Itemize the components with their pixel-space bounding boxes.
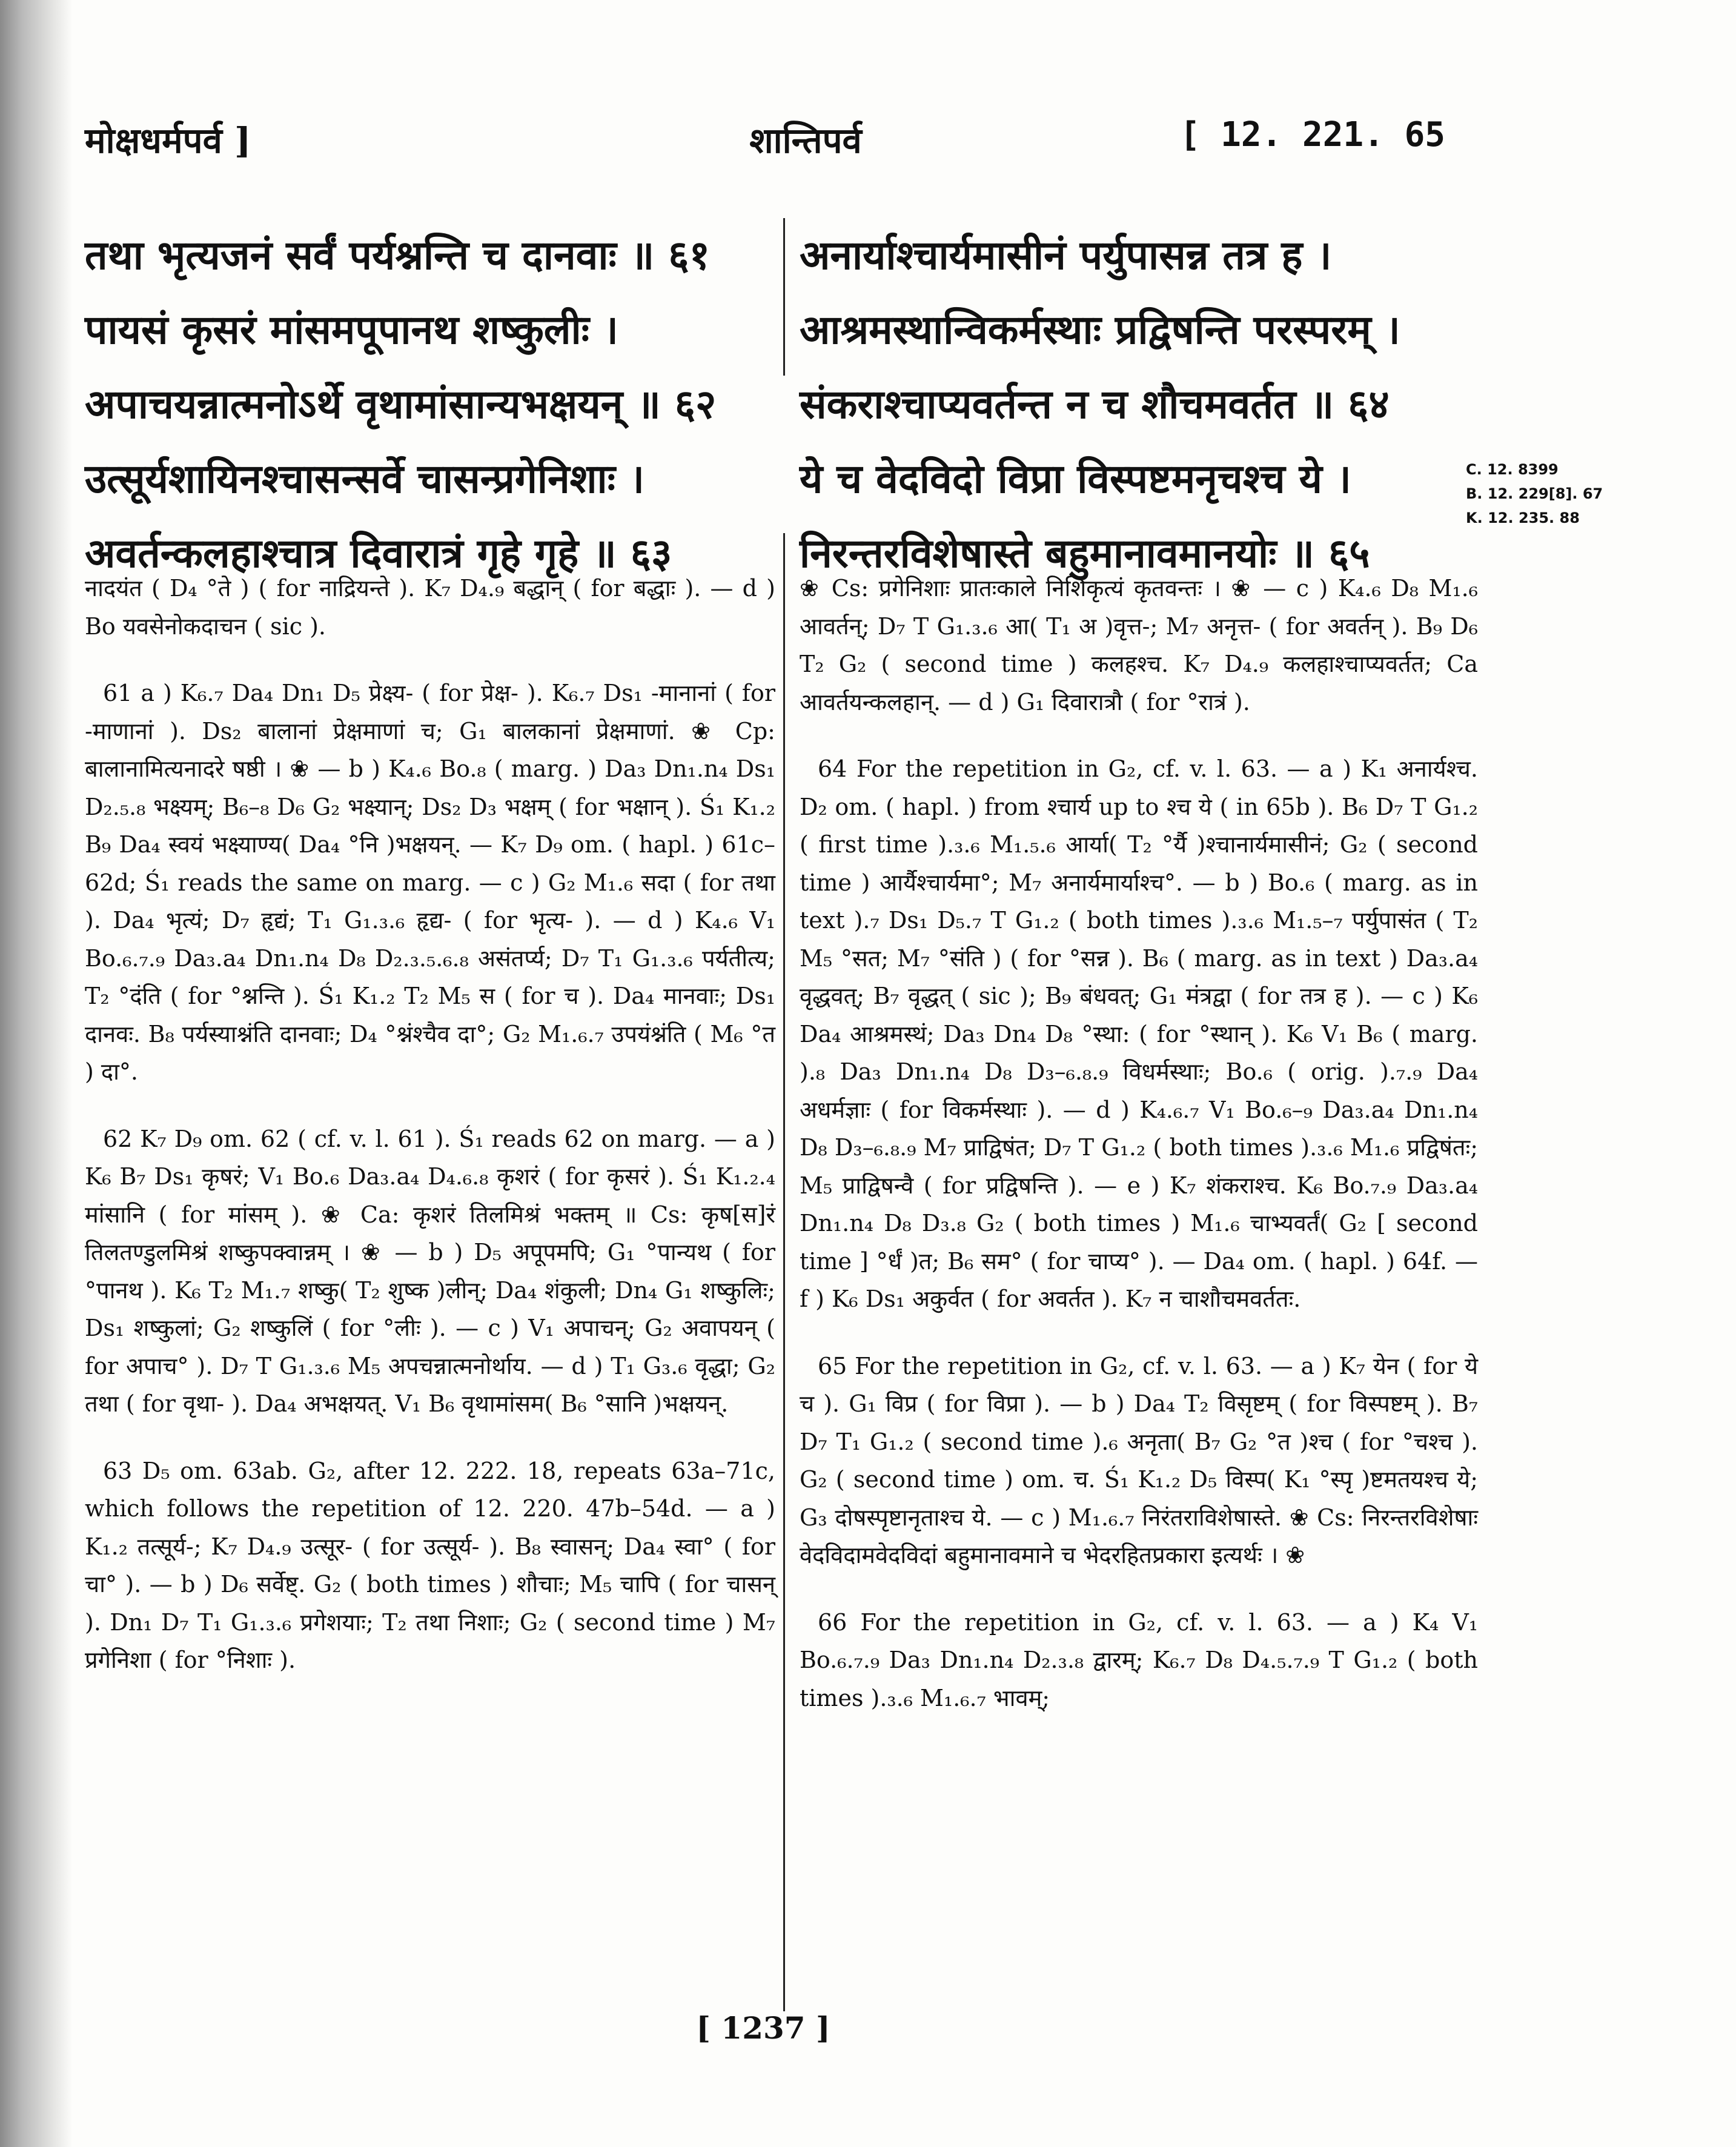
apparatus-paragraph: 63 D₅ om. 63ab. G₂, after 12. 222. 18, repeats 63a–71c, which follows the repetition of 12. 220. 47b–54d. — a ) K₁.₂ तत्सूर्य-; K₇ D₄.₉ उत्सूर- ( for उत्सूर्य- ). B₈ स्वासन्; Da₄ स्वा° ( for चा° ). — b ) D₆ सर्वेष्ट्. G₂ ( both times ) शौचाः; M₅ चापि ( for चासन् ). Dn₁ D₇ T₁ G₁.₃.₆ प्रगेशयाः; T₂ तथा निशाः; G₂ ( second time ) M₇ प्रगेनिशा ( for °निशाः ). bbox=[85, 1457, 775, 1673]
page-edge-shadow bbox=[0, 0, 73, 2147]
verse-line: अवर्तन्कलहाश्चात्र दिवारात्रं गृहे गृहे ॥ ६३ bbox=[85, 529, 672, 577]
concordance-references bbox=[1466, 457, 1603, 530]
verse-line: अपाचयन्नात्मनोऽर्थे वृथामांसान्यभक्षयन् ॥ ६२ bbox=[85, 380, 717, 428]
apparatus-paragraph: 61 a ) K₆.₇ Da₄ Dn₁ D₅ प्रेक्ष्य- ( for प्रेक्ष- ). K₆.₇ Ds₁ -मानानां ( for -माणानां ). Ds₂ बालानां प्रेक्षमाणां च; G₁ बालकानां प्रेक्षमाणां. ❀ Cp: बालानामित्यनादरे षष्ठी । ❀ — b ) K₄.₆ Bo.₈ ( marg. ) Da₃ Dn₁.n₄ Ds₁ D₂.₅.₈ भक्ष्यम्; B₆–₈ D₆ G₂ भक्ष्यान्; Ds₂ D₃ भक्षम् ( for भक्षान् ). Ś₁ K₁.₂ B₉ Da₄ स्वयं भक्ष्याण्य( Da₄ °नि )भक्षयन्. — K₇ D₉ om. ( hapl. ) 61c–62d; Ś₁ reads the same on marg. — c ) G₂ M₁.₆ सदा ( for तथा ). Da₄ भृत्यं; D₇ हृद्यं; T₁ G₁.₃.₆ हृद्य- ( for भृत्य- ). — d ) K₄.₆ V₁ Bo.₆.₇.₉ Da₃.a₄ Dn₁.n₄ D₈ D₂.₃.₅.₆.₈ असंतर्प्य; D₇ T₁ G₁.₃.₆ पर्यतीत्य; T₂ °दंति ( for °श्नन्ति ). Ś₁ K₁.₂ T₂ M₅ स ( for च ). Da₄ मानवाः; Ds₁ दानवः. B₈ पर्यस्याश्नंति दानवाः; D₄ °श्नंश्चैव दा°; G₂ M₁.₆.₇ उपयंश्नंति ( M₆ °त ) दा°. bbox=[85, 680, 775, 1085]
verse-line: संकराश्चाप्यवर्तन्त न च शौचमवर्तत ॥ ६४ bbox=[800, 380, 1390, 428]
header-book-title: शान्तिपर्व bbox=[749, 120, 862, 161]
critical-apparatus-right bbox=[800, 569, 1478, 1746]
critical-apparatus-left bbox=[85, 569, 775, 1708]
apparatus-paragraph: 66 For the repetition in G₂, cf. v. l. 63. — a ) K₄ V₁ Bo.₆.₇.₉ Da₃ Dn₁.n₄ D₂.₃.₈ द्वारम्; K₆.₇ D₈ D₄.₅.₇.₉ T G₁.₂ ( both times ).₃.₆ M₁.₆.₇ भावम्; bbox=[800, 1608, 1478, 1711]
header-section-title: मोक्षधर्मपर्व ] bbox=[85, 120, 251, 161]
page-number: [ 1237 ] bbox=[696, 2010, 830, 2046]
verse-line: तथा भृत्यजनं सर्वं पर्यश्नन्ति च दानवाः ॥ ६१ bbox=[85, 231, 710, 279]
concordance-line: C. 12. 8399 bbox=[1466, 461, 1559, 478]
verse-line: पायसं कृसरं मांसमपूपानथ शष्कुलीः । bbox=[85, 306, 618, 353]
apparatus-paragraph: 65 For the repetition in G₂, cf. v. l. 63. — a ) K₇ येन ( for ये च ). G₁ विप्र ( for विप्रा ). — b ) Da₄ T₂ विसृष्टम् ( for विस्पष्टम् ). B₇ D₇ T₁ G₁.₂ ( second time ).₆ अनृता( B₇ G₂ °त )श्च ( for °चश्च ). G₂ ( second time ) om. च. Ś₁ K₁.₂ D₅ विस्प( K₁ °स्पृ )ष्टमतयश्च ये; G₃ दोषस्पृष्टानृताश्च ये. — c ) M₁.₆.₇ निरंतराविशेषास्ते. ❀ Cs: निरन्तरविशेषाः वेदविदामवेदविदां बहुमानावमाने च भेदरहितप्रकारा इत्यर्थः । ❀ bbox=[800, 1352, 1478, 1568]
verse-line: अनार्याश्चार्यमासीनं पर्युपासन्न तत्र ह । bbox=[800, 231, 1332, 279]
apparatus-paragraph: 62 K₇ D₉ om. 62 ( cf. v. l. 61 ). Ś₁ reads 62 on marg. — a ) K₆ B₇ Ds₁ कृषरं; V₁ Bo.₆ Da₃.a₄ D₄.₆.₈ कृशरं ( for कृसरं ). Ś₁ K₁.₂.₄ मांसानि ( for मांसम् ). ❀ Ca: कृशरं तिलमिश्रं भक्तम् ॥ Cs: कृष[स]रं तिलतण्डुलमिश्रं शष्कुपक्वान्नम् । ❀ — b ) D₅ अपूपमपि; G₁ °पान्यथ ( for °पानथ ). K₆ T₂ M₁.₇ शष्कु( T₂ शुष्क )लीन्; Da₄ शंकुली; Dn₄ G₁ शष्कुलिः; Ds₁ शष्कुलां; G₂ शष्कुलिं ( for °लीः ). — c ) V₁ अपाचन्; G₂ अवापयन् ( for अपाच° ). D₇ T G₁.₃.₆ M₅ अपचन्नात्मनोर्थाय. — d ) T₁ G₃.₆ वृद्धा; G₂ तथा ( for वृथा- ). Da₄ अभक्षयत्. V₁ B₆ वृथामांसम( B₆ °सानि )भक्षयन्. bbox=[85, 1125, 775, 1417]
verse-column-right bbox=[800, 218, 1478, 591]
header-verse-reference: [ 12. 221. 65 bbox=[1179, 115, 1445, 154]
verse-line: ये च वेदविदो विप्रा विस्पष्टमनृचश्च ये । bbox=[800, 455, 1351, 502]
verse-line: आश्रमस्थान्विकर्मस्थाः प्रद्विषन्ति परस्परम् । bbox=[800, 306, 1400, 353]
concordance-line: K. 12. 235. 88 bbox=[1466, 509, 1580, 526]
verse-line: उत्सूर्यशायिनश्चासन्सर्वे चासन्प्रगेनिशाः । bbox=[85, 455, 644, 502]
apparatus-paragraph: 64 For the repetition in G₂, cf. v. l. 63. — a ) K₁ अनार्यश्च. D₂ om. ( hapl. ) from श्चार्य up to श्च ये ( in 65b ). B₆ D₇ T G₁.₂ ( first time ).₃.₆ M₁.₅.₆ आर्या( T₂ °र्यै )श्चानार्यमासीनं; G₂ ( second time ) आर्यैश्चार्यमा°; M₇ अनार्यमार्याश्च°. — b ) Bo.₆ ( marg. as in text ).₇ Ds₁ D₅.₇ T G₁.₂ ( both times ).₃.₆ M₁.₅–₇ पर्युपासंत ( T₂ M₅ °सत; M₇ °संति ) ( for °सन्न ). B₆ ( marg. as in text ) Da₃.a₄ वृद्धवत्; B₇ वृद्धत् ( sic ); B₉ बंधवत्; G₁ मंत्रद्वा ( for तत्र ह ). — c ) K₆ Da₄ आश्रमस्थं; Da₃ Dn₄ D₈ °स्था: ( for °स्थान् ). K₆ V₁ B₆ ( marg. ).₈ Da₃ Dn₁.n₄ D₈ D₃–₆.₈.₉ विधर्मस्थाः; Bo.₆ ( orig. ).₇.₉ Da₄ अधर्मज्ञाः ( for विकर्मस्थाः ). — d ) K₄.₆.₇ V₁ Bo.₆–₉ Da₃.a₄ Dn₁.n₄ D₈ D₃–₆.₈.₉ M₇ प्राद्विषंत; D₇ T G₁.₂ ( both times ).₃.₆ M₁.₆ प्रद्विषंतः; M₅ प्राद्विषन्वै ( for प्रद्विषन्ति ). — e ) K₇ शंकराश्च. K₆ Bo.₇.₉ Da₃.a₄ Dn₁.n₄ D₈ D₃.₈ G₂ ( both times ) M₁.₆ चाभ्यवर्तं( G₂ [ second time ] °र्धं )त; B₆ सम° ( for चाप्य° ). — Da₄ om. ( hapl. ) 64f. — f ) K₆ Ds₁ अकुर्वत ( for अवर्तत ). K₇ न चाशौचमवर्ततः. bbox=[800, 755, 1478, 1312]
verse-column-left bbox=[85, 218, 787, 591]
apparatus-paragraph: नादयंत ( D₄ °ते ) ( for नाद्रियन्ते ). K₇ D₄.₉ बद्धान् ( for बद्धाः ). — d ) Bo यवसेनोकदाचन ( sic ). bbox=[85, 575, 775, 640]
concordance-line: B. 12. 229[8]. 67 bbox=[1466, 485, 1603, 502]
verse-line: निरन्तरविशेषास्ते बहुमानावमानयोः ॥ ६५ bbox=[800, 529, 1370, 577]
apparatus-paragraph: ❀ Cs: प्रगेनिशाः प्रातःकाले निशिकृत्यं कृतवन्तः । ❀ — c ) K₄.₆ D₈ M₁.₆ आवर्तन्; D₇ T G₁.₃.₆ आ( T₁ अ )वृत्त-; M₇ अनृत्त- ( for अवर्तन् ). B₉ D₆ T₂ G₂ ( second time ) कलहश्च. K₇ D₄.₉ कलहाश्चाप्यवर्तत; Ca आवर्तयन्कलहान्. — d ) G₁ दिवारात्रौ ( for °रात्रं ). bbox=[800, 575, 1478, 715]
notes-column-divider bbox=[783, 533, 785, 2011]
